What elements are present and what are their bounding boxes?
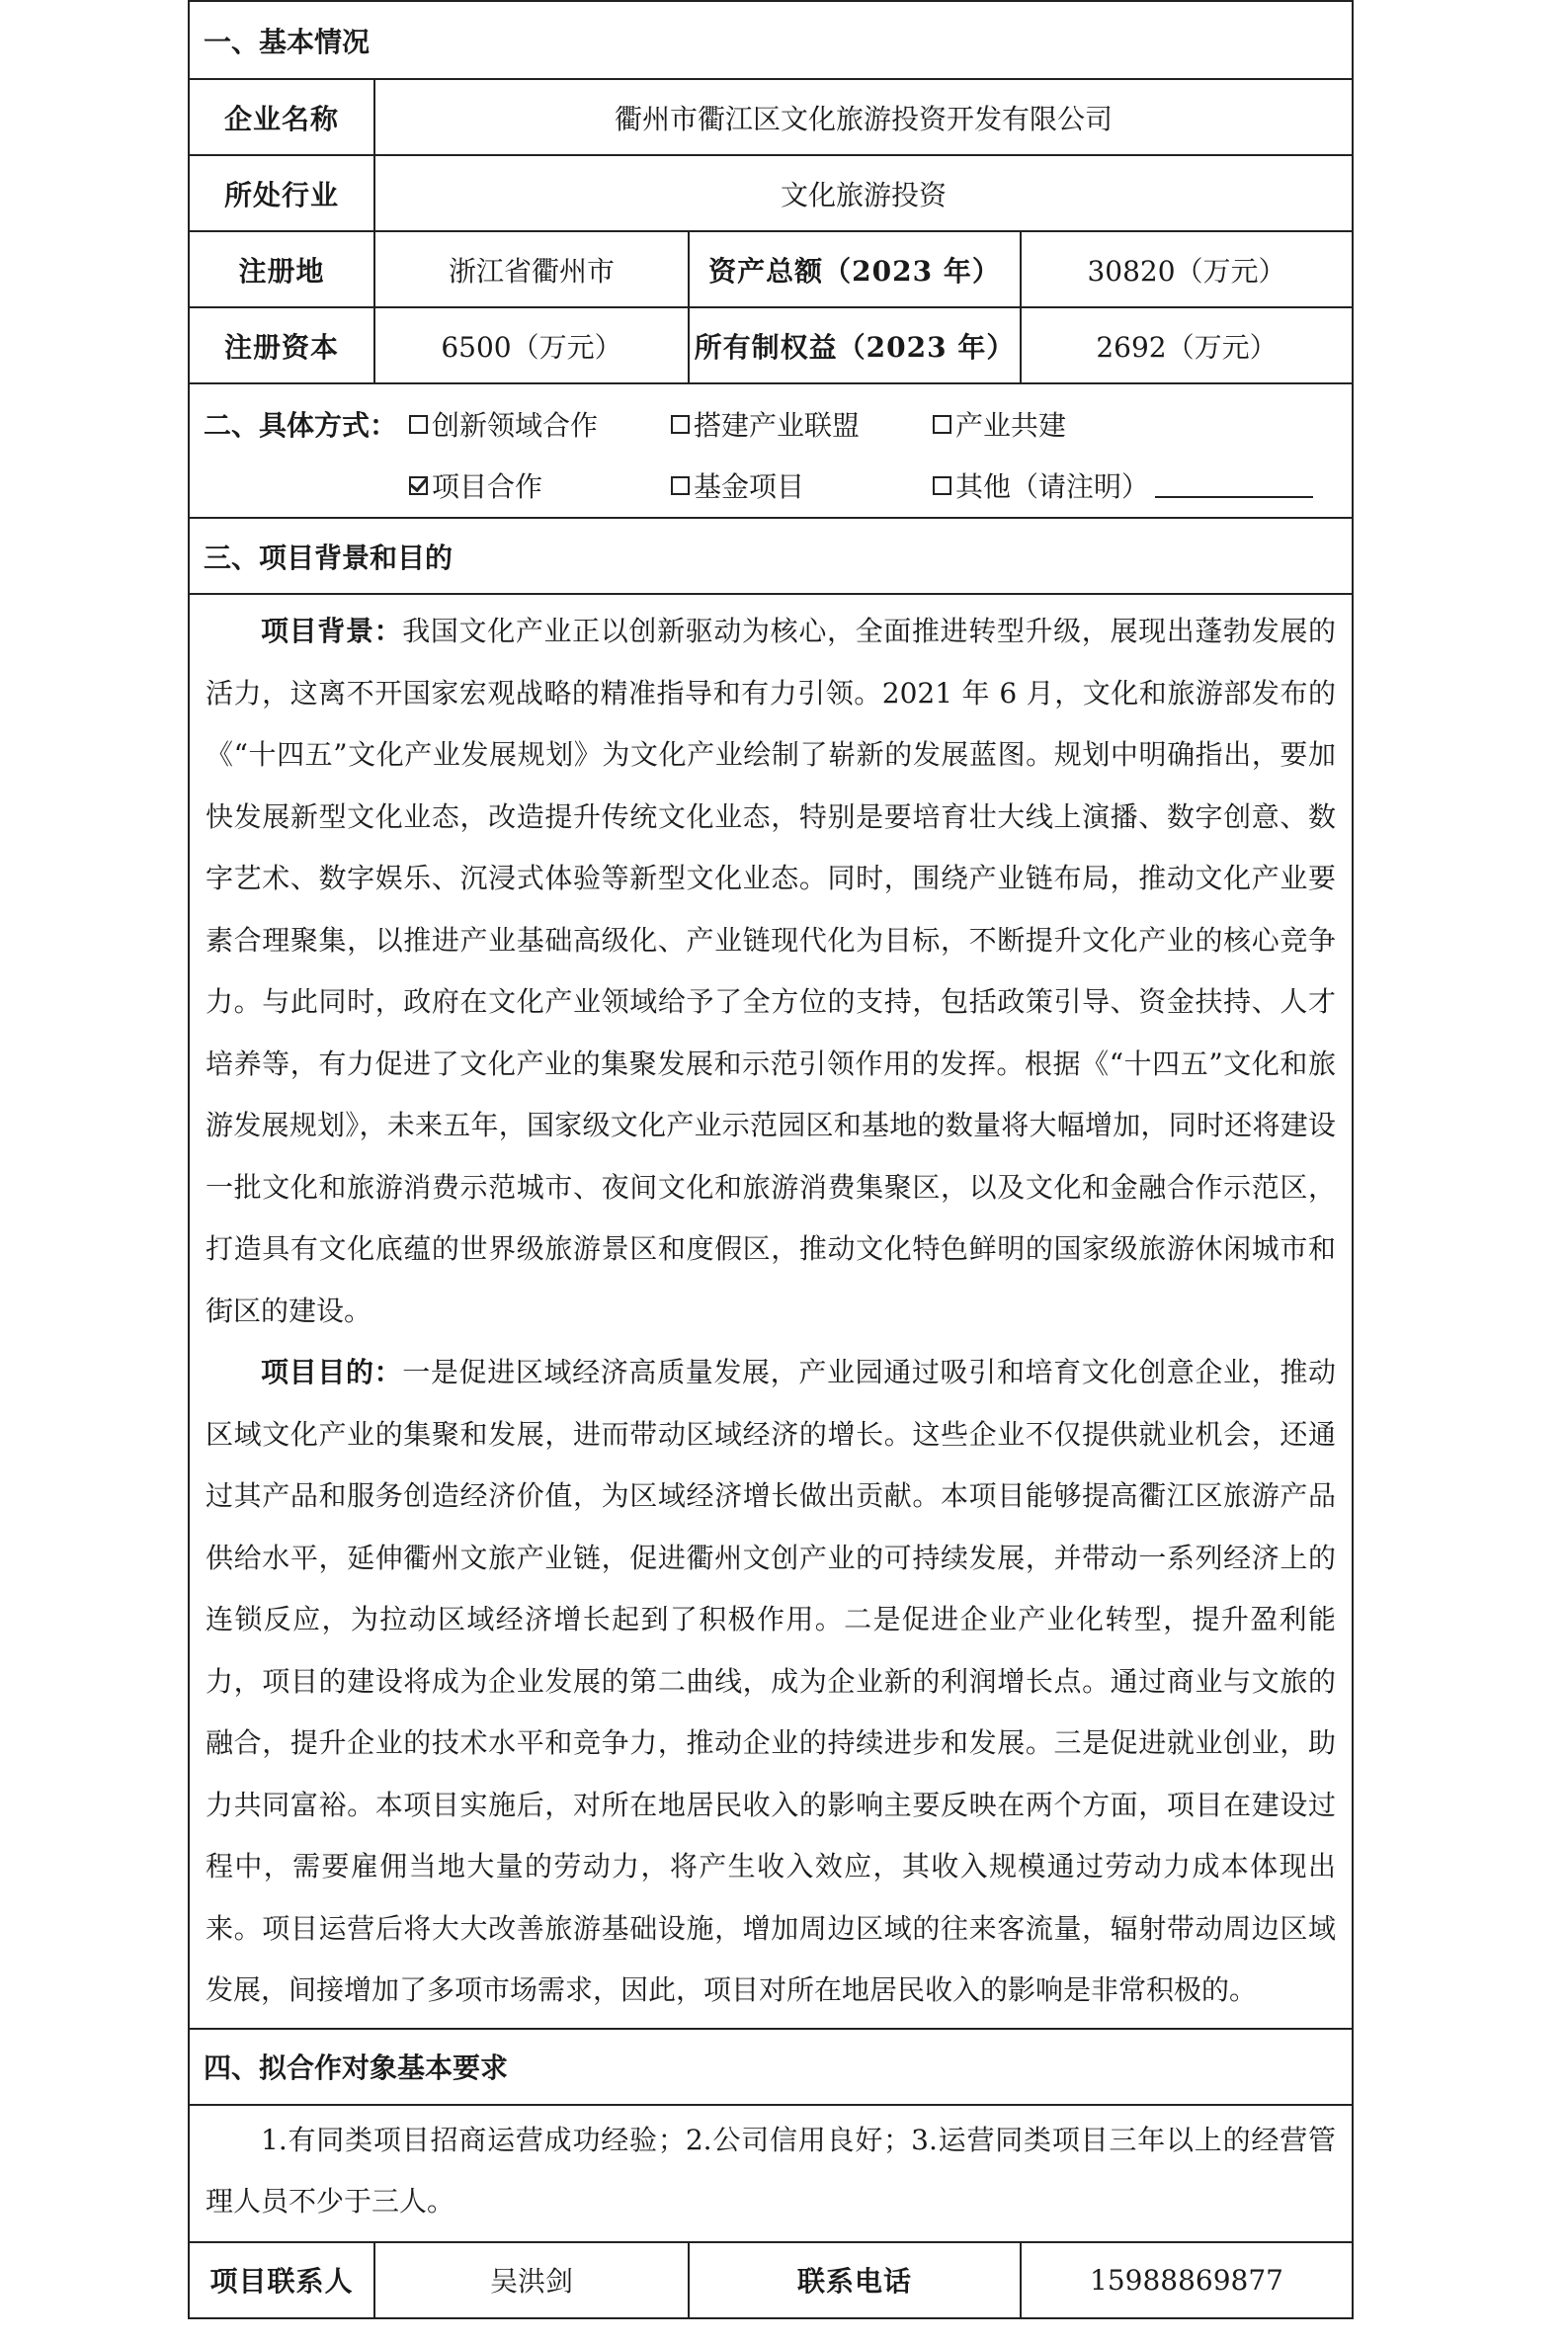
background-purpose-text xyxy=(190,595,1352,2028)
company-name-row xyxy=(190,78,1352,154)
option-fund-project[interactable] xyxy=(671,465,804,505)
option-label: 项目合作 xyxy=(432,470,543,503)
purpose-label: 项目目的： xyxy=(261,1356,403,1388)
requirements-text-block xyxy=(190,2106,1352,2241)
option-label: 产业共建 xyxy=(955,409,1067,442)
registration-place-label: 注册地 xyxy=(238,254,325,288)
company-name-label: 企业名称 xyxy=(223,102,339,135)
section-title: 四、拟合作对象基本要求 xyxy=(204,2051,509,2084)
purpose-text: 一是促进区域经济高质量发展，产业园通过吸引和培育文化创意企业，推动区域文化产业的集聚和发展，进而带动区域经济的增长。这些企业不仅提供就业机会，还通过其产品和服务创造经济价值，为区域经济增长做出贡献。本项目能够提高衢江区旅游产品供给水平，延伸衢州文旅产业链，促进衢州文创产业的可持续发展，并带动一系列经济上的连锁反应，为拉动区域经济增长起到了积极作用。二是促进企业产业化转型，提升盈利能力，项目的建设将成为企业发展的第二曲线，成为企业新的利润增长点。通过商业与文旅的融合，提升企业的技术水平和竞争力，推动企业的持续进步和发展。三是促进就业创业，助力共同富裕。本项目实施后，对所在地居民收入的影响主要反映在两个方面，项目在建设过程中，需要雇佣当地大量的劳动力，将产生收入效应，其收入规模通过劳动力成本体现出来。项目运营后将大大改善旅游基础设施，增加周边区域的往来客流量，辐射带动周边区域发展，间接增加了多项市场需求，因此，项目对所在地居民收入的影响是非常积极的。 xyxy=(206,1356,1336,2006)
option-label: 创新领域合作 xyxy=(432,409,599,442)
checkbox-unchecked-icon[interactable] xyxy=(933,476,951,495)
requirements-body xyxy=(190,2104,1352,2241)
total-assets-value: 30820（万元） xyxy=(1020,232,1352,306)
option-project-cooperation[interactable] xyxy=(409,465,542,505)
capital-row xyxy=(190,306,1352,382)
registration-row xyxy=(190,230,1352,306)
background-label: 项目背景： xyxy=(261,615,403,647)
section-background-header xyxy=(190,517,1352,593)
section-requirements-header xyxy=(190,2028,1352,2104)
registration-place-value: 浙江省衢州市 xyxy=(373,232,688,306)
checkbox-checked-icon[interactable] xyxy=(409,476,428,495)
option-label: 搭建产业联盟 xyxy=(694,409,861,442)
option-label: 基金项目 xyxy=(694,470,805,503)
checkbox-unchecked-icon[interactable] xyxy=(671,476,690,495)
contact-phone-label: 联系电话 xyxy=(688,2243,1020,2317)
option-other[interactable] xyxy=(933,465,1313,505)
project-info-form xyxy=(188,0,1354,2319)
background-text: 我国文化产业正以创新驱动为核心，全面推进转型升级，展现出蓬勃发展的活力，这离不开国家宏观战略的精准指导和有力引领。2021 年 6 月，文化和旅游部发布的《“十四五”文化产业发展规划》为文化产业绘制了崭新的发展蓝图。规划中明确指出，要加快发展新型文化业态，改造提升传统文化业态，特别是要培育壮大线上演播、数字创意、数字艺术、数字娱乐、沉浸式体验等新型文化业态。同时，围绕产业链布局，推动文化产业要素合理聚集，以推进产业基础高级化、产业链现代化为目标，不断提升文化产业的核心竞争力。与此同时，政府在文化产业领域给予了全方位的支持，包括政策引导、资金扶持、人才培养等，有力促进了文化产业的集聚发展和示范引领作用的发挥。根据《“十四五”文化和旅游发展规划》，未来五年，国家级文化产业示范园区和基地的数量将大幅增加，同时还将建设一批文化和旅游消费示范城市、夜间文化和旅游消费集聚区，以及文化和金融合作示范区，打造具有文化底蕴的世界级旅游景区和度假区，推动文化特色鲜明的国家级旅游休闲城市和街区的建设。 xyxy=(206,615,1336,1327)
checkbox-unchecked-icon[interactable] xyxy=(409,415,428,434)
industry-row xyxy=(190,154,1352,230)
cooperation-method-row xyxy=(190,382,1352,517)
other-specify-input[interactable] xyxy=(1155,472,1313,498)
industry-value: 文化旅游投资 xyxy=(373,156,1352,230)
option-industry-alliance[interactable] xyxy=(671,404,860,444)
section-title: 一、基本情况 xyxy=(204,25,371,58)
section-title: 三、项目背景和目的 xyxy=(204,541,454,574)
company-name-value: 衢州市衢江区文化旅游投资开发有限公司 xyxy=(373,80,1352,154)
owner-equity-value: 2692（万元） xyxy=(1020,308,1352,382)
purpose-paragraph xyxy=(206,1342,1336,2022)
contact-phone-value: 15988869877 xyxy=(1020,2243,1352,2317)
checkbox-unchecked-icon[interactable] xyxy=(671,415,690,434)
section-title: 二、具体方式： xyxy=(204,409,398,442)
option-label: 其他（请注明） xyxy=(955,470,1150,503)
option-industry-co-build[interactable] xyxy=(933,404,1066,444)
background-paragraph xyxy=(206,601,1336,1342)
option-innovation-cooperation[interactable] xyxy=(409,404,598,444)
checkbox-unchecked-icon[interactable] xyxy=(933,415,951,434)
industry-label: 所处行业 xyxy=(223,178,339,211)
contact-person-value: 吴洪剑 xyxy=(373,2243,688,2317)
contact-person-label: 项目联系人 xyxy=(209,2265,354,2298)
registered-capital-label: 注册资本 xyxy=(223,330,339,364)
contact-row xyxy=(190,2241,1352,2317)
owner-equity-label: 所有制权益（2023 年） xyxy=(688,308,1020,382)
background-purpose-body xyxy=(190,593,1352,2028)
registered-capital-value: 6500（万元） xyxy=(373,308,688,382)
total-assets-label: 资产总额（2023 年） xyxy=(688,232,1020,306)
cooperation-method-options xyxy=(190,384,1352,517)
requirements-text: 1.有同类项目招商运营成功经验；2.公司信用良好；3.运营同类项目三年以上的经营管理人员不少于三人。 xyxy=(206,2123,1336,2218)
section-basic-info-header xyxy=(190,2,1352,78)
